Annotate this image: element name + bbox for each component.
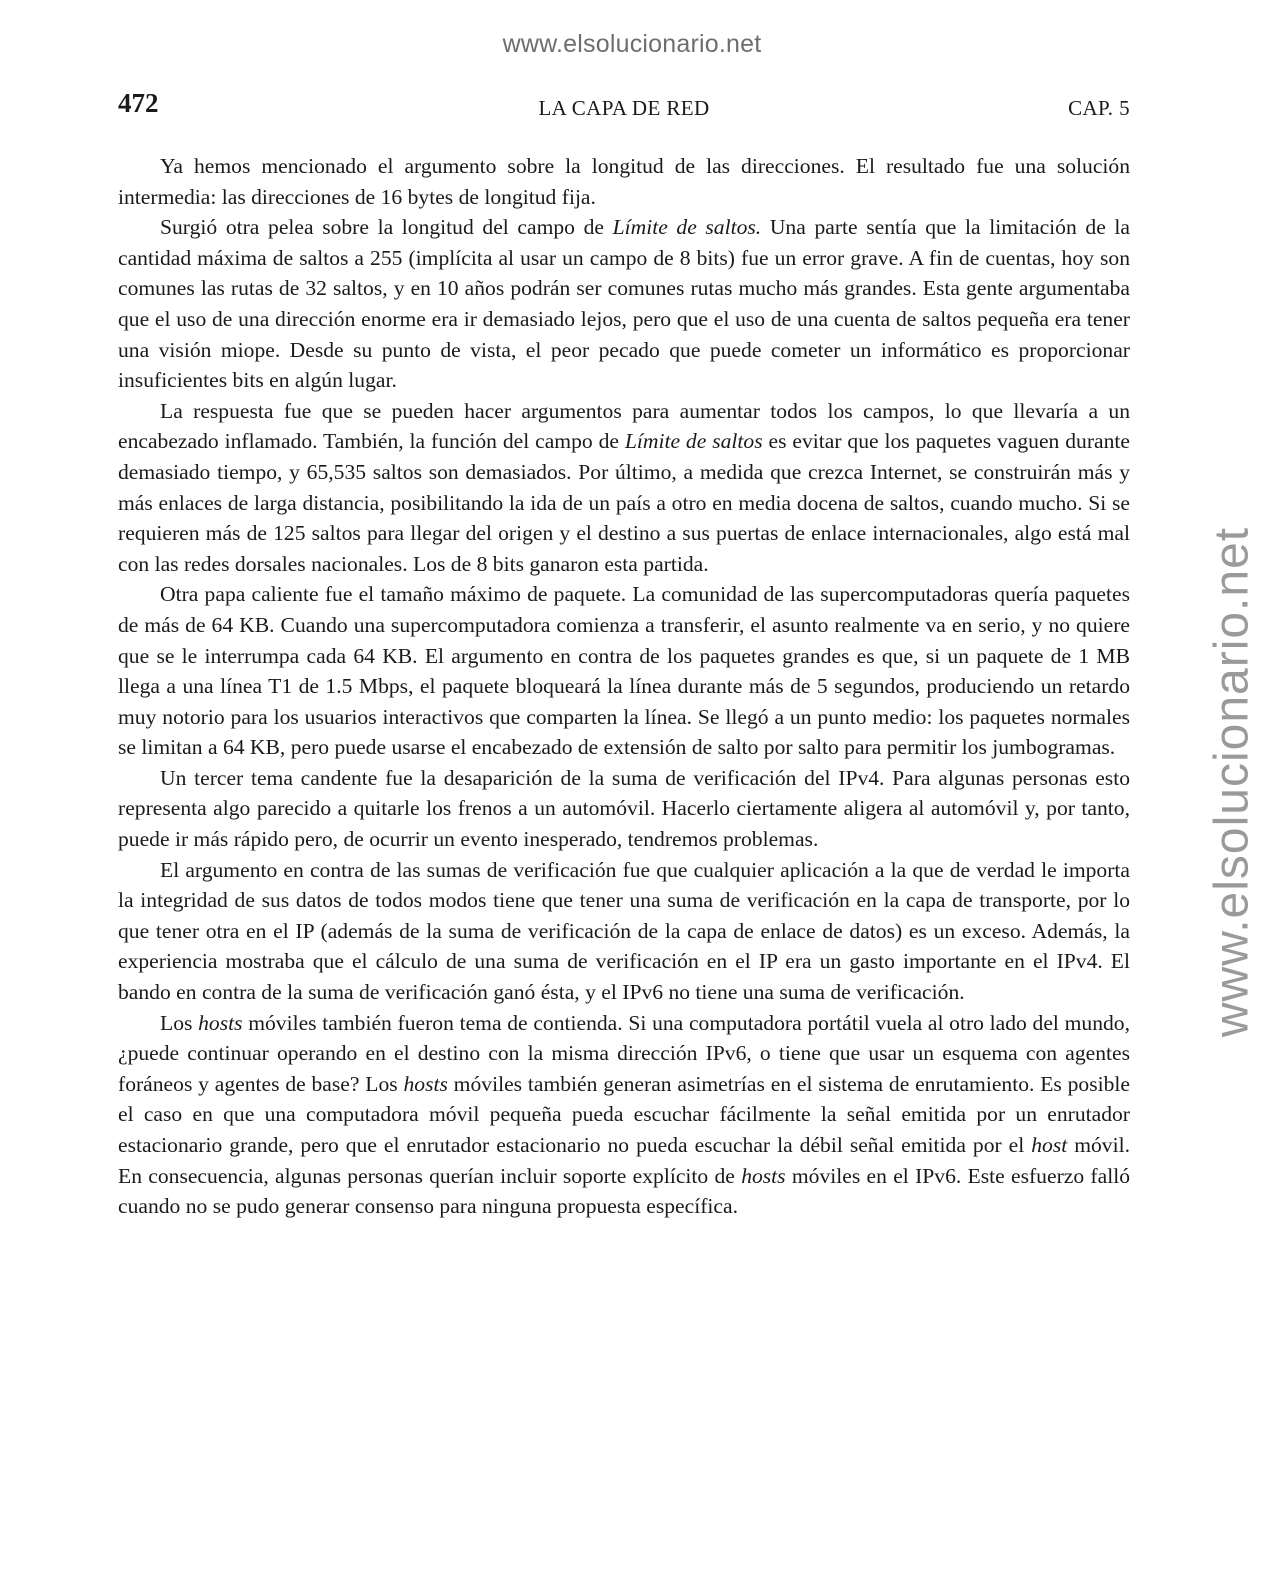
paragraph-text: Un tercer tema candente fue la desaparición de la suma de verificación del IPv4. Para algunas personas esto representa algo parecido a quitarle los frenos a un automóvil. Hacerlo ciertamente aligera al automóvil y, por tanto, puede ir más rápido pero, de ocurrir un evento inesperado, tendremos problemas. bbox=[118, 765, 1130, 852]
term-italic: hosts bbox=[403, 1071, 448, 1096]
paragraph-text: móviles también generan asimetrías en el sistema de enrutamiento. Es posible el caso en que una computadora móvil pequeña pueda escuchar fácilmente la señal emitida por un enrutador estacionario grande, pero que el enrutador estacionario no pueda escuchar la débil señal emitida por el bbox=[118, 1071, 1130, 1157]
paragraph-text: móviles también fueron tema de contienda. Si una computadora portátil vuela al otro lado del mundo, ¿puede continuar operando en el destino con la misma dirección IPv6, o tiene que usar un esquema con agentes foráneos y agentes de base? Los bbox=[118, 1010, 1130, 1096]
term-italic: hosts bbox=[198, 1010, 243, 1035]
paragraph-text: La respuesta fue que se pueden hacer argumentos para aumentar todos los campos, lo que llevaría a un encabezado inflamado. También, la función del campo de bbox=[118, 398, 1130, 454]
paragraph-2 bbox=[118, 212, 1130, 396]
paragraph-text: Los bbox=[160, 1010, 199, 1035]
term-italic: hosts bbox=[741, 1163, 786, 1188]
running-title: LA CAPA DE RED bbox=[538, 96, 710, 120]
paragraph-text: Otra papa caliente fue el tamaño máximo de paquete. La comunidad de las supercomputadoras quería paquetes de más de 64 KB. Cuando una supercomputadora comienza a transferir, el asunto realmente va en serio, y no quiere que se le interrumpa cada 64 KB. El argumento en contra de los paquetes grandes es que, si un paquete de 1 MB llega a una línea T1 de 1.5 Mbps, el paquete bloqueará la línea durante más de 5 segundos, produciendo un retardo muy notorio para los usuarios interactivos que comparten la línea. Se llegó a un punto medio: los paquetes normales se limitan a 64 KB, pero puede usarse el encabezado de extensión de salto por salto para permitir los jumbogramas. bbox=[118, 582, 1130, 760]
paragraph-5 bbox=[118, 763, 1130, 855]
field-name-italic: Límite de saltos. bbox=[612, 215, 762, 240]
paragraph-text: El argumento en contra de las sumas de verificación fue que cualquier aplicación a la que de verdad le importa la integridad de sus datos de todos modos tiene que tener una suma de verificación en la capa de transporte, por lo que tener otra en el IP (además de la suma de verificación de la capa de enlace de datos) es un exceso. Además, la experiencia mostraba que el cálculo de una suma de verificación en el IP era un gasto importante en el IPv4. El bando en contra de la suma de verificación ganó ésta, y el IPv6 no tiene una suma de verificación. bbox=[118, 857, 1130, 1005]
page-number: 472 bbox=[118, 88, 159, 118]
paragraph-text: Ya hemos mencionado el argumento sobre la longitud de las direcciones. El resultado fue una solución intermedia: las direcciones de 16 bytes de longitud fija. bbox=[118, 154, 1130, 209]
page-header bbox=[118, 88, 1130, 124]
term-italic: host bbox=[1031, 1133, 1068, 1157]
paragraph-3 bbox=[118, 396, 1130, 580]
paragraph-text: móvil. En consecuencia, algunas personas querían incluir soporte explícito de bbox=[118, 1133, 1130, 1188]
paragraph-text: móviles en el IPv6. Este esfuerzo falló cuando no se pudo generar consenso para ninguna propuesta específica. bbox=[118, 1163, 1130, 1219]
watermark-url-top: www.elsolucionario.net bbox=[502, 30, 762, 58]
paragraph-4 bbox=[118, 579, 1130, 763]
paragraph-text: es evitar que los paquetes vaguen durante demasiado tiempo, y 65,535 saltos son demasiados. Por último, a medida que crezca Internet, se construirán más y más enlaces de larga distancia, posibilitando la ida de un país a otro en media docena de saltos, cuando mucho. Si se requieren más de 125 saltos para llegar del origen y el destino a sus puertas de enlace internacionales, algo está mal con las redes dorsales nacionales. Los de 8 bits ganaron esta partida. bbox=[118, 429, 1130, 576]
field-name-italic: Límite de saltos bbox=[624, 429, 763, 454]
paragraph-6 bbox=[118, 855, 1130, 1008]
body-text bbox=[118, 151, 1130, 1222]
paragraph-text: Una parte sentía que la limitación de la cantidad máxima de saltos a 255 (implícita al usar un campo de 8 bits) fue un error grave. A fin de cuentas, hoy son comunes las rutas de 32 saltos, y en 10 años podrán ser comunes rutas mucho más grandes. Esta gente argumentaba que el uso de una dirección enorme era ir demasiado lejos, pero que el uso de una cuenta de saltos pequeña era tener una visión miope. Desde su punto de vista, el peor pecado que puede cometer un informático es proporcionar insuficientes bits en algún lugar. bbox=[118, 215, 1130, 393]
watermark-url-side: www.elsolucionario.net bbox=[1205, 526, 1259, 1038]
chapter-label: CAP. 5 bbox=[1068, 96, 1130, 120]
paragraph-1 bbox=[118, 151, 1130, 212]
paragraph-text: Surgió otra pelea sobre la longitud del campo de bbox=[160, 215, 613, 240]
paragraph-7 bbox=[118, 1008, 1130, 1222]
